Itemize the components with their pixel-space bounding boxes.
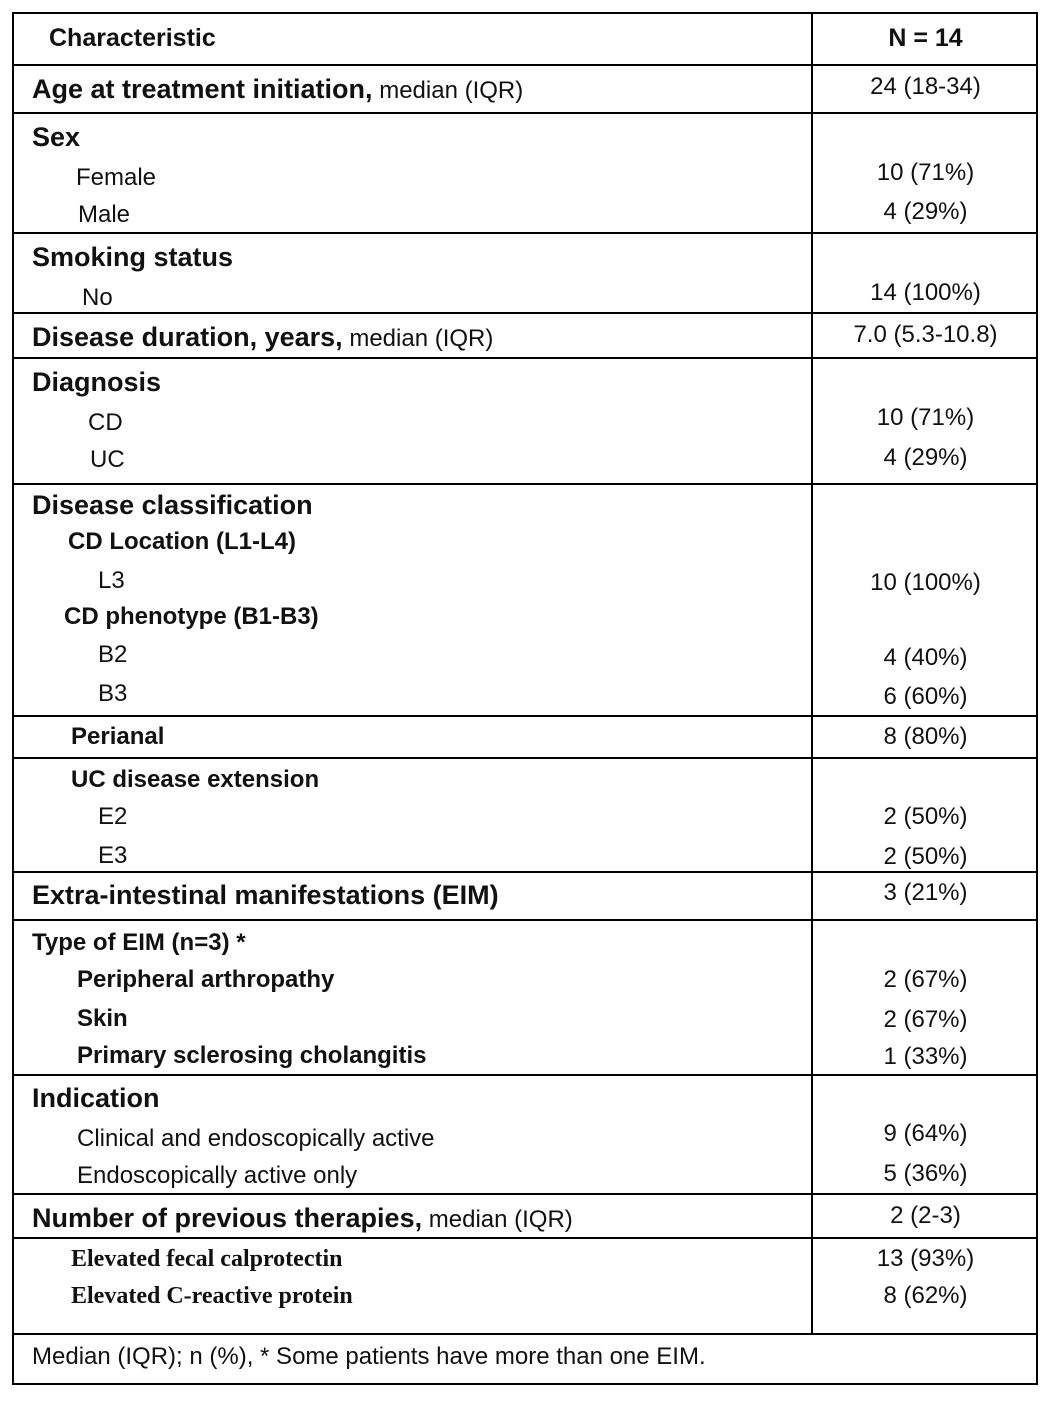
sex-female-label: Female bbox=[76, 164, 157, 191]
header-characteristic: Characteristic bbox=[49, 24, 216, 52]
row-divider bbox=[14, 1237, 1036, 1239]
b2-label: B2 bbox=[98, 641, 128, 668]
indication-endo-label: Endoscopically active only bbox=[77, 1162, 358, 1189]
indication-endo-value: 5 (36%) bbox=[883, 1160, 968, 1187]
cd-location-label: CD Location (L1-L4) bbox=[68, 528, 296, 555]
cd-phenotype-label: CD phenotype (B1-B3) bbox=[64, 603, 319, 630]
sex-male-value: 4 (29%) bbox=[883, 198, 968, 225]
indication-clinical-label: Clinical and endoscopically active bbox=[77, 1125, 435, 1152]
characteristics-table bbox=[12, 12, 1038, 1385]
row-divider bbox=[14, 357, 1036, 359]
uc-extension-label: UC disease extension bbox=[71, 766, 320, 793]
sex-female-value: 10 (71%) bbox=[876, 159, 975, 186]
l3-label: L3 bbox=[98, 567, 125, 594]
perianal-label: Perianal bbox=[71, 723, 165, 750]
diagnosis-cd-label: CD bbox=[88, 409, 123, 436]
sex-label: Sex bbox=[32, 122, 81, 152]
sex-male-label: Male bbox=[78, 201, 131, 228]
skin-value: 2 (67%) bbox=[883, 1006, 968, 1033]
psc-label: Primary sclerosing cholangitis bbox=[77, 1042, 427, 1069]
eim-value: 3 (21%) bbox=[883, 879, 968, 906]
duration-label: Disease duration, years, median (IQR) bbox=[32, 322, 494, 352]
therapies-value: 2 (2-3) bbox=[890, 1202, 961, 1229]
calprotectin-label: Elevated fecal calprotectin bbox=[71, 1246, 343, 1272]
l3-value: 10 (100%) bbox=[870, 569, 981, 596]
classification-label: Disease classification bbox=[32, 490, 313, 520]
diagnosis-cd-value: 10 (71%) bbox=[876, 404, 975, 431]
diagnosis-uc-value: 4 (29%) bbox=[883, 444, 968, 471]
therapies-label: Number of previous therapies, median (IQR) bbox=[32, 1203, 573, 1233]
header-n: N = 14 bbox=[888, 24, 963, 52]
row-divider bbox=[14, 919, 1036, 921]
duration-value: 7.0 (5.3-10.8) bbox=[853, 321, 998, 348]
crp-label: Elevated C-reactive protein bbox=[71, 1283, 353, 1309]
diagnosis-label: Diagnosis bbox=[32, 367, 162, 397]
smoking-no-label: No bbox=[82, 284, 113, 311]
row-divider bbox=[14, 1333, 1036, 1335]
e2-value: 2 (50%) bbox=[883, 803, 968, 830]
row-divider bbox=[14, 715, 1036, 717]
arthropathy-label: Peripheral arthropathy bbox=[77, 966, 335, 993]
psc-value: 1 (33%) bbox=[883, 1043, 968, 1070]
row-divider bbox=[14, 1074, 1036, 1076]
indication-clinical-value: 9 (64%) bbox=[883, 1120, 968, 1147]
row-divider bbox=[14, 232, 1036, 234]
diagnosis-uc-label: UC bbox=[90, 446, 125, 473]
row-divider bbox=[14, 1193, 1036, 1195]
arthropathy-value: 2 (67%) bbox=[883, 966, 968, 993]
crp-value: 8 (62%) bbox=[883, 1282, 968, 1309]
row-divider bbox=[14, 112, 1036, 114]
row-divider bbox=[14, 312, 1036, 314]
age-value: 24 (18-34) bbox=[870, 73, 981, 100]
skin-label: Skin bbox=[77, 1005, 128, 1032]
indication-label: Indication bbox=[32, 1083, 160, 1113]
b2-value: 4 (40%) bbox=[883, 644, 968, 671]
eim-type-label: Type of EIM (n=3) * bbox=[32, 929, 246, 956]
row-divider bbox=[14, 757, 1036, 759]
perianal-value: 8 (80%) bbox=[883, 723, 968, 750]
calprotectin-value: 13 (93%) bbox=[876, 1245, 975, 1272]
row-divider bbox=[14, 483, 1036, 485]
age-label: Age at treatment initiation, median (IQR) bbox=[32, 74, 524, 104]
e3-value: 2 (50%) bbox=[883, 843, 968, 870]
smoking-label: Smoking status bbox=[32, 242, 234, 272]
row-divider bbox=[14, 871, 1036, 873]
e3-label: E3 bbox=[98, 842, 128, 869]
e2-label: E2 bbox=[98, 803, 128, 830]
row-divider bbox=[14, 64, 1036, 66]
table-footnote: Median (IQR); n (%), * Some patients have more than one EIM. bbox=[32, 1343, 706, 1370]
b3-value: 6 (60%) bbox=[883, 683, 968, 710]
eim-label: Extra-intestinal manifestations (EIM) bbox=[32, 880, 499, 910]
b3-label: B3 bbox=[98, 680, 128, 707]
smoking-no-value: 14 (100%) bbox=[870, 279, 981, 306]
